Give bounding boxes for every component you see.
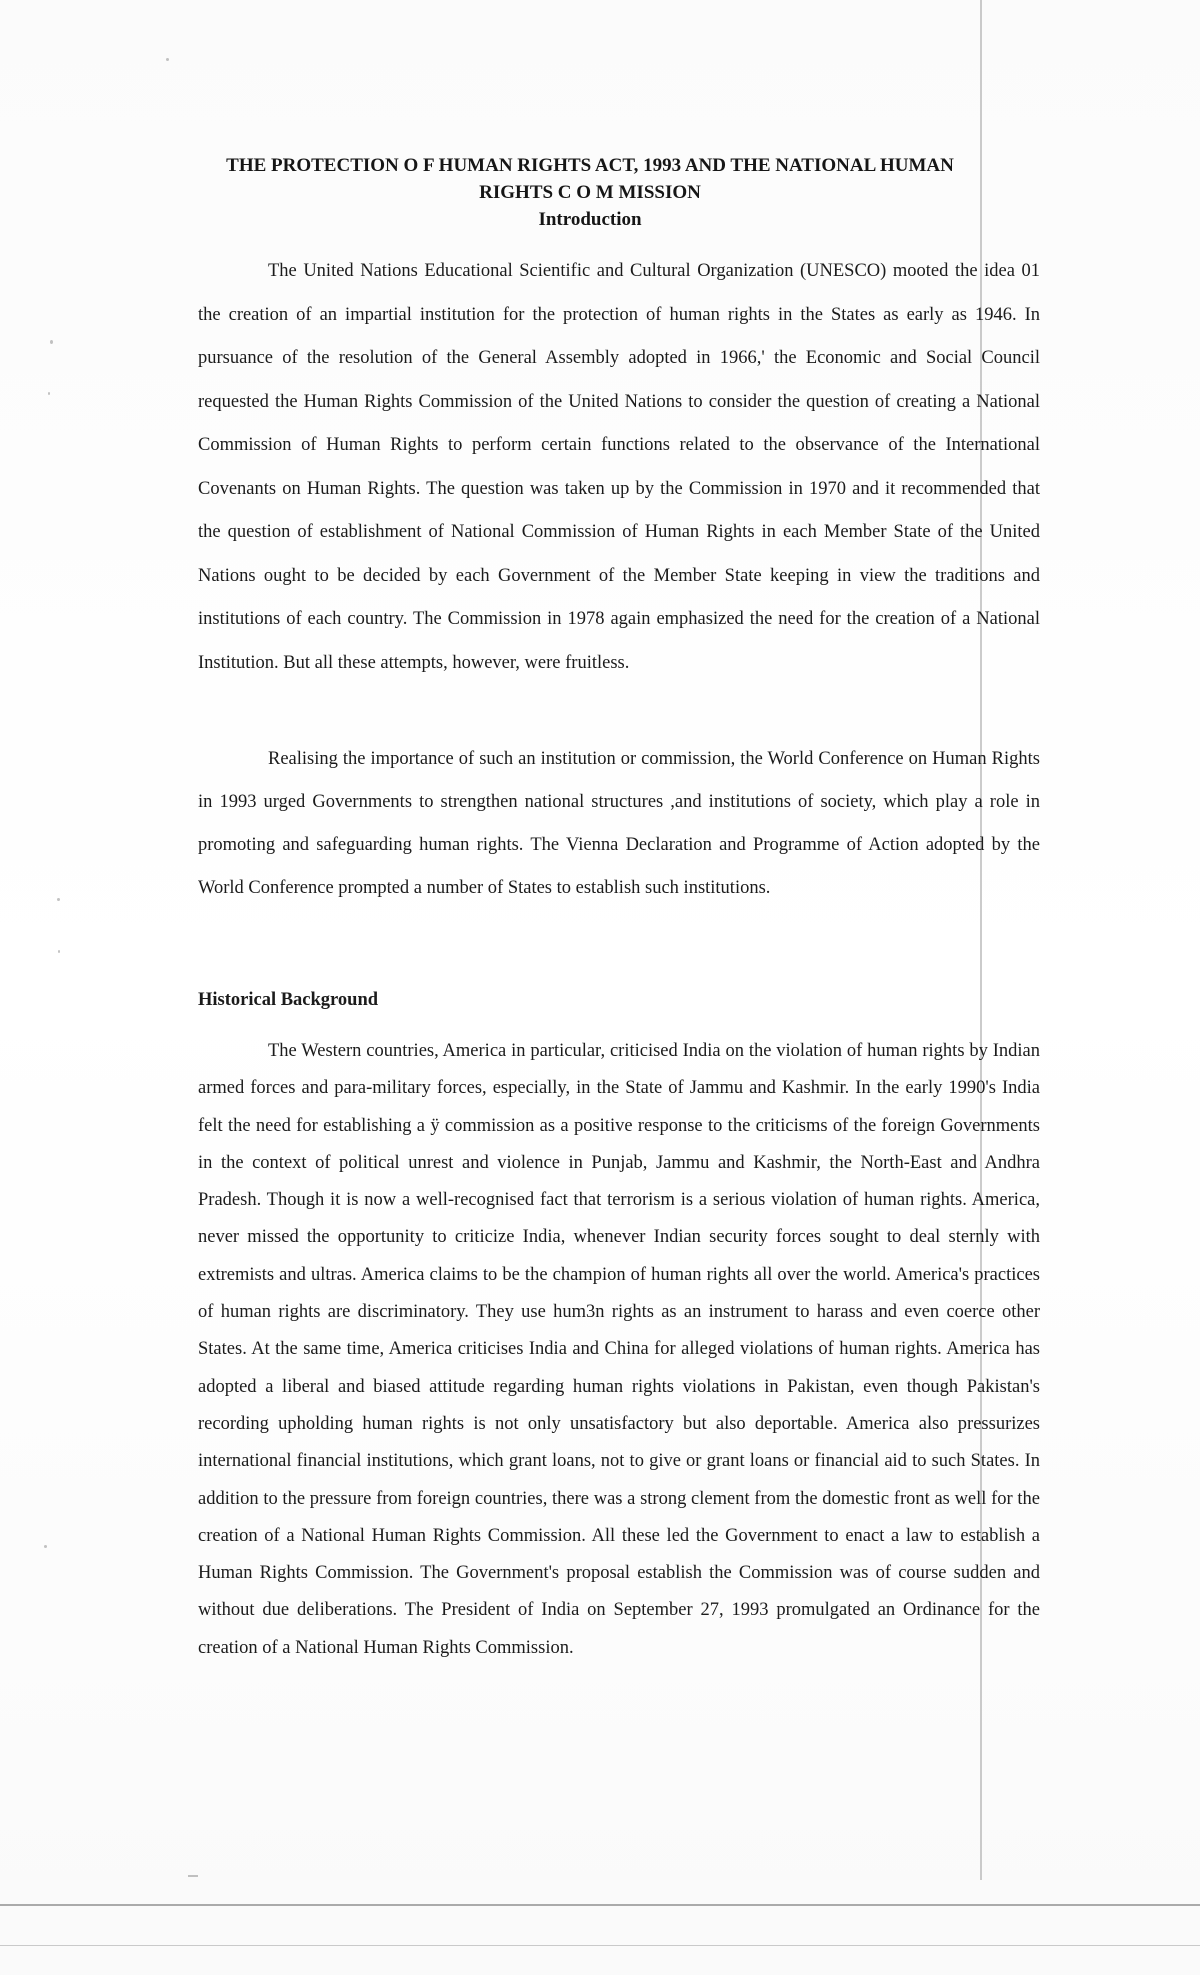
scan-speck xyxy=(57,898,60,901)
document-title xyxy=(150,152,1030,233)
section-introduction-heading: Introduction xyxy=(538,209,642,230)
title-line-1: THE PROTECTION O F HUMAN RIGHTS ACT, 1993 AND THE NATIONAL HUMAN xyxy=(226,155,954,176)
scan-speck xyxy=(48,392,50,395)
scan-bottom-edge-secondary xyxy=(0,1945,1200,1946)
scan-bottom-edge xyxy=(0,1904,1200,1906)
scan-speck xyxy=(166,58,169,61)
scan-speck xyxy=(44,1545,47,1548)
paragraph-historical-background xyxy=(198,1033,1040,1667)
paragraph-introduction-text: The United Nations Educational Scientific and Cultural Organization (UNESCO) mooted the idea 01 the creation of an impartial institution for the protection of human rights in the States as early as 1946. In pursuance of the resolution of the General Assembly adopted in 1966,' the Economic and Social Council requested the Human Rights Commission of the United Nations to consider the question of creating a National Commission of Human Rights to perform certain functions related to the observance of the International Covenants on Human Rights. The question was taken up by the Commission in 1970 and it recommended that the question of establishment of National Commission of Human Rights in each Member State of the United Nations ought to be decided by each Government of the Member State keeping in view the traditions and institutions of each country. The Commission in 1978 again emphasized the need for the creation of a National Institution. But all these attempts, however, were fruitless. xyxy=(198,261,1040,673)
paragraph-world-conference xyxy=(198,738,1040,910)
paragraph-historical-background-text: The Western countries, America in particular, criticised India on the violation of human rights by Indian armed forces and para-military forces, especially, in the State of Jammu and Kashmir. In the early 1990's India felt the need for establishing a ÿ commission as a positive response to the criticisms of the foreign Governments in the context of political unrest and violence in Punjab, Jammu and Kashmir, the North-East and Andhra Pradesh. Though it is now a well-recognised fact that terrorism is a serious violation of human rights. America, never missed the opportunity to criticize India, whenever Indian security forces sought to deal sternly with extremists and ultras. America claims to be the champion of human rights all over the world. America's practices of human rights are discriminatory. They use hum3n rights as an instrument to harass and even coerce other States. At the same time, America criticises India and China for alleged violations of human rights. America has adopted a liberal and biased attitude regarding human rights violations in Pakistan, even though Pakistan's recording upholding human rights is not only unsatisfactory but also deportable. America also pressurizes international financial institutions, which grant loans, not to give or grant loans or financial aid to such States. In addition to the pressure from foreign countries, there was a strong clement from the domestic front as well for the creation of a National Human Rights Commission. All these led the Government to enact a law to establish a Human Rights Commission. The Government's proposal establish the Commission was of course sudden and without due deliberations. The President of India on September 27, 1993 promulgated an Ordinance for the creation of a National Human Rights Commission. xyxy=(198,1041,1040,1658)
section-historical-background-heading: Historical Background xyxy=(198,990,379,1010)
scan-speck xyxy=(188,1875,198,1877)
paragraph-introduction xyxy=(198,250,1040,685)
scan-speck xyxy=(58,950,60,953)
title-line-2: RIGHTS C O M MISSION xyxy=(479,182,701,203)
paragraph-world-conference-text: Realising the importance of such an institution or commission, the World Conference on Human Rights in 1993 urged Governments to strengthen national structures ,and institutions of society, which play a role in promoting and safeguarding human rights. The Vienna Declaration and Programme of Action adopted by the World Conference prompted a number of States to establish such institutions. xyxy=(198,749,1040,898)
scan-speck xyxy=(50,340,53,344)
